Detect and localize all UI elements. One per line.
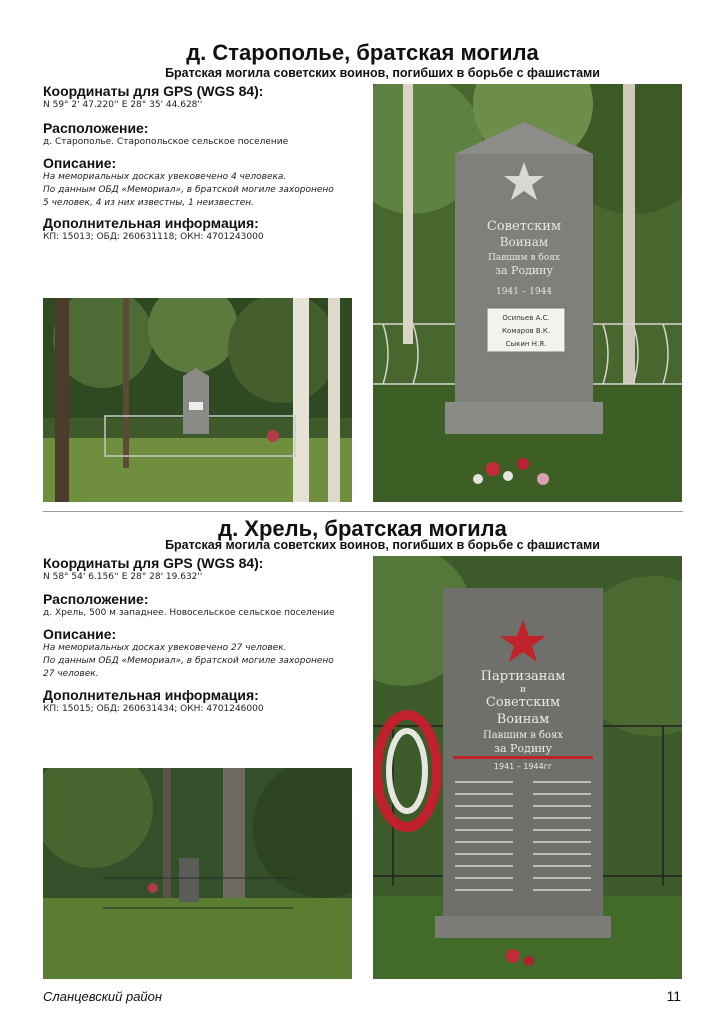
entry-2-gps-value: N 58° 54' 6.156'' E 28° 28' 19.632'': [43, 572, 203, 582]
entry-2-info-label: Дополнительная информация:: [43, 687, 259, 703]
entry-1-location-label: Расположение:: [43, 120, 149, 136]
monument-1-years: 1941 – 1944: [495, 287, 553, 297]
entry-1-gps-value: N 59° 2' 47.220'' E 28° 35' 44.628'': [43, 100, 203, 110]
monument-2-line: Советским: [485, 695, 561, 710]
monument-2-line: Воинам: [496, 712, 550, 727]
entry-1-description-label: Описание:: [43, 155, 117, 171]
page-number: 11: [666, 988, 681, 1004]
entry-1-description: [43, 171, 361, 210]
entry-1-location-value: д. Старополье. Старопольское сельское поселение: [43, 137, 289, 147]
monument-2-line: Партизанам: [480, 669, 566, 684]
monument-2-line: за Родину: [494, 742, 552, 755]
monument-1-line: Воинам: [499, 235, 549, 249]
description-line: На мемориальных досках увековечено 4 человека.: [43, 172, 287, 182]
description-line: 27 человек.: [43, 669, 99, 679]
monument-1-line: за Родину: [495, 264, 553, 277]
entry-2-gps-label: Координаты для GPS (WGS 84):: [43, 555, 264, 571]
footer-district: Сланцевский район: [43, 989, 163, 1004]
entry-2-location-label: Расположение:: [43, 591, 149, 607]
entry-2-photo-overview: [43, 768, 352, 979]
description-line: 5 человек, 4 из них известны, 1 неизвестен.: [43, 198, 255, 208]
entry-2-info-value: КП: 15015; ОБД: 260631434; ОКН: 4701246000: [43, 704, 264, 714]
monument-2-line: Павшим в боях: [482, 730, 564, 741]
entry-2-description-label: Описание:: [43, 626, 117, 642]
plaque-name: Осипьев А.С.: [502, 314, 550, 322]
plaque-name: Сыкин Н.Я.: [505, 340, 547, 348]
monument-2-line: и: [520, 685, 526, 695]
entry-1-gps-label: Координаты для GPS (WGS 84):: [43, 83, 264, 99]
entry-1-subtitle: Братская могила советских воинов, погибших в борьбе с фашистами: [165, 66, 600, 80]
entry-1-info-label: Дополнительная информация:: [43, 215, 259, 231]
entry-2-description: [43, 642, 361, 681]
entry-2-title: д. Хрель, братская могила: [218, 516, 507, 541]
entry-1-title: д. Старополье, братская могила: [186, 40, 539, 65]
entry-1-photo-overview: [43, 298, 352, 502]
entry-2-location-value: д. Хрель, 500 м западнее. Новосельское сельское поселение: [43, 608, 335, 618]
description-line: По данным ОБД «Мемориал», в братской могиле захоронено: [43, 656, 334, 666]
description-line: По данным ОБД «Мемориал», в братской могиле захоронено: [43, 185, 334, 195]
monument-2-years: 1941 – 1944гг: [493, 762, 553, 771]
section-divider: [43, 511, 683, 512]
entry-1-photo-monument: [373, 84, 682, 502]
monument-1-line: Павшим в боях: [487, 253, 561, 263]
entry-2-photo-monument: [373, 556, 682, 979]
entry-2-subtitle: Братская могила советских воинов, погибших в борьбе с фашистами: [165, 538, 600, 552]
monument-1-line: Советским: [486, 219, 562, 234]
description-line: На мемориальных досках увековечено 27 человек.: [43, 643, 287, 653]
plaque-name: Комаров В.К.: [501, 327, 551, 335]
entry-1-info-value: КП: 15013; ОБД: 260631118; ОКН: 4701243000: [43, 232, 264, 242]
